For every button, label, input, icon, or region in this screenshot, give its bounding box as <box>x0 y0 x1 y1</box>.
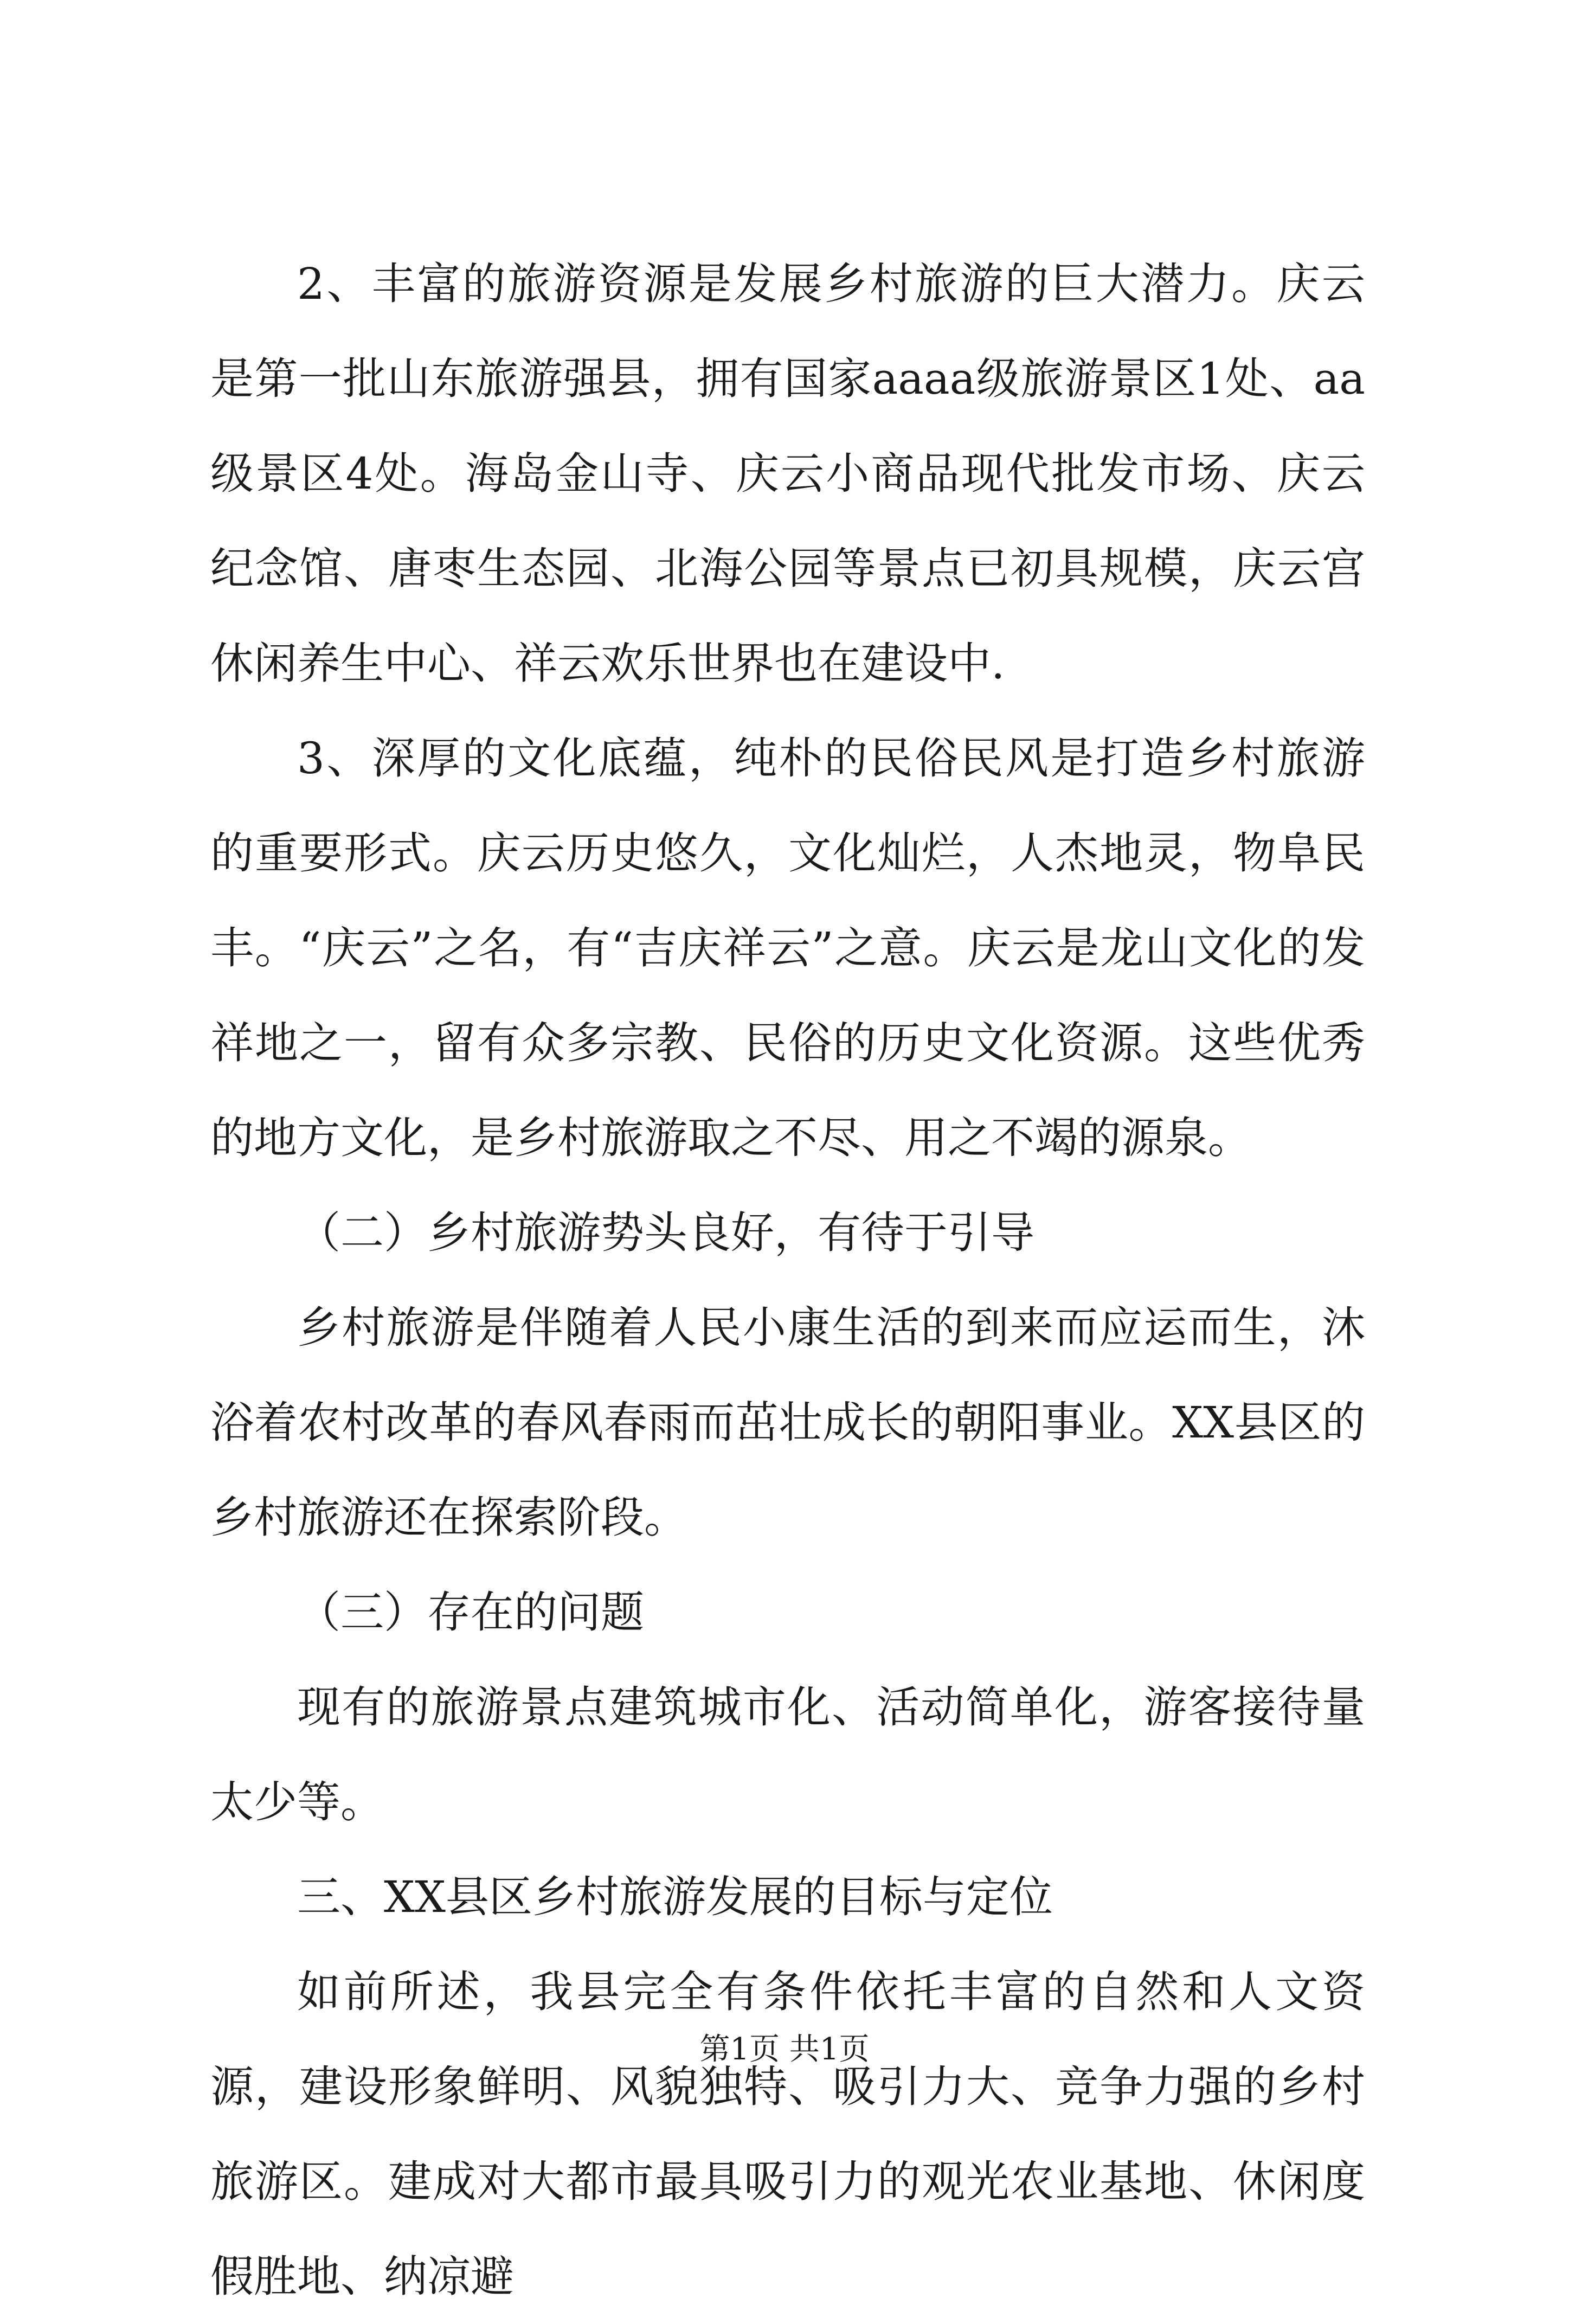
paragraph-tourism-resources: 2、丰富的旅游资源是发展乡村旅游的巨大潜力。庆云是第一批山东旅游强县，拥有国家aaaa级旅游景区1处、aa级景区4处。海岛金山寺、庆云小商品现代批发市场、庆云纪念馆、唐枣生态园、北海公园等景点已初具规模，庆云宫休闲养生中心、祥云欢乐世界也在建设中. <box>210 259 1365 689</box>
paragraph-goals: 如前所述，我县完全有条件依托丰富的自然和人文资源，建设形象鲜明、风貌独特、吸引力大、竞争力强的乡村旅游区。建成对大都市最具吸引力的观光农业基地、休闲度假胜地、纳凉避 <box>210 1967 1365 2302</box>
paragraph-problems: 现有的旅游景点建筑城市化、活动简单化，游客接待量太少等。 <box>210 1682 1365 1827</box>
document-body <box>210 236 1365 2324</box>
paragraph-rural-tourism-intro: 乡村旅游是伴随着人民小康生活的到来而应运而生，沐浴着农村改革的春风春雨而茁壮成长的朝阳事业。XX县区的乡村旅游还在探索阶段。 <box>210 1302 1365 1543</box>
section-heading-existing-problems: （三）存在的问题 <box>297 1587 644 1638</box>
section-heading-goals-positioning: 三、XX县区乡村旅游发展的目标与定位 <box>297 1872 1053 1922</box>
page-number-footer: 第1页 共1页 <box>699 2032 870 2067</box>
paragraph-culture-heritage: 3、深厚的文化底蕴，纯朴的民俗民风是打造乡村旅游的重要形式。庆云历史悠久，文化灿烂，人杰地灵，物阜民丰。“庆云”之名，有“吉庆祥云”之意。庆云是龙山文化的发祥地之一，留有众多宗教、民俗的历史文化资源。这些优秀的地方文化，是乡村旅游取之不尽、用之不竭的源泉。 <box>210 733 1365 1163</box>
section-heading-rural-tourism-trend: （二）乡村旅游势头良好，有待于引导 <box>297 1208 1034 1258</box>
